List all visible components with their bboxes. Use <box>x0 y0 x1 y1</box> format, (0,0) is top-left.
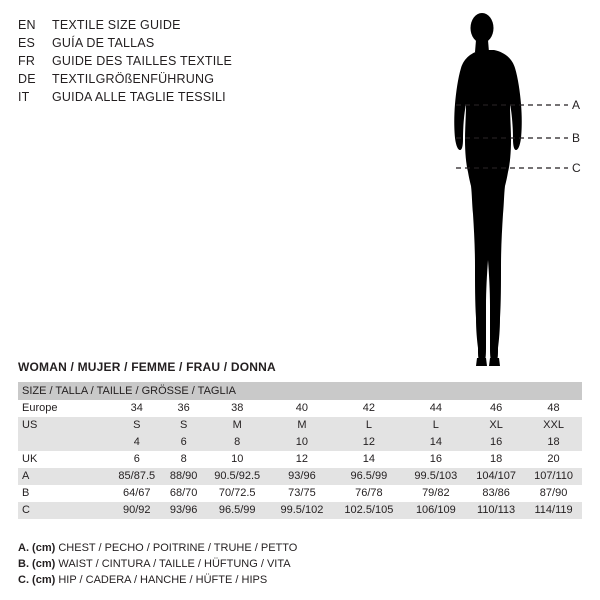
cell: 96.5/99 <box>333 468 404 485</box>
row-label: C <box>18 502 110 519</box>
cell: 14 <box>405 434 468 451</box>
table-row <box>18 417 582 434</box>
cell: 8 <box>204 434 271 451</box>
cell: 90/92 <box>110 502 164 519</box>
cell: 106/109 <box>405 502 468 519</box>
legend-key: B. (cm) <box>18 558 56 570</box>
cell: L <box>405 417 468 434</box>
cell: L <box>333 417 404 434</box>
row-label <box>18 434 110 451</box>
language-text: GUIDA ALLE TAGLIE TESSILI <box>52 90 226 104</box>
cell: 99.5/102 <box>271 502 334 519</box>
legend-text: CHEST / PECHO / POITRINE / TRUHE / PETTO <box>58 542 298 554</box>
language-row <box>18 70 348 88</box>
table-row <box>18 485 582 502</box>
language-row <box>18 88 348 106</box>
guide-label-c: C <box>572 161 581 175</box>
cell: 10 <box>204 451 271 468</box>
cell: 70/72.5 <box>204 485 271 502</box>
cell: 8 <box>164 451 204 468</box>
cell: 16 <box>405 451 468 468</box>
legend-text: HIP / CADERA / HANCHE / HÜFTE / HIPS <box>58 574 268 586</box>
cell: 18 <box>467 451 525 468</box>
cell: 12 <box>271 451 334 468</box>
guide-label-a: A <box>572 98 581 112</box>
language-code: ES <box>18 36 36 50</box>
cell: 87/90 <box>525 485 582 502</box>
cell: 16 <box>467 434 525 451</box>
cell: 10 <box>271 434 334 451</box>
section-title: WOMAN / MUJER / FEMME / FRAU / DONNA <box>18 360 276 374</box>
cell: XL <box>467 417 525 434</box>
language-text: GUIDE DES TAILLES TEXTILE <box>52 54 233 68</box>
cell: 68/70 <box>164 485 204 502</box>
language-text: TEXTILE SIZE GUIDE <box>52 18 181 32</box>
legend-text: WAIST / CINTURA / TAILLE / HÜFTUNG / VITA <box>58 558 291 570</box>
table-header-label: SIZE / TALLA / TAILLE / GRÖSSE / TAGLIA <box>18 382 582 400</box>
language-code: DE <box>18 72 36 86</box>
language-code: IT <box>18 90 30 104</box>
cell: 6 <box>164 434 204 451</box>
cell: 96.5/99 <box>204 502 271 519</box>
cell: 44 <box>405 400 468 417</box>
table-row <box>18 451 582 468</box>
cell: 48 <box>525 400 582 417</box>
cell: 85/87.5 <box>110 468 164 485</box>
legend-row <box>18 572 582 588</box>
legend-key: C. (cm) <box>18 574 56 586</box>
cell: 114/119 <box>525 502 582 519</box>
row-label: Europe <box>18 400 110 417</box>
language-list <box>18 16 348 106</box>
cell: 99.5/103 <box>405 468 468 485</box>
legend-row <box>18 556 582 572</box>
size-table <box>18 382 582 519</box>
legend-key: A. (cm) <box>18 542 56 554</box>
measurement-legend <box>18 540 582 588</box>
cell: 46 <box>467 400 525 417</box>
cell: 14 <box>333 451 404 468</box>
cell: 36 <box>164 400 204 417</box>
cell: 102.5/105 <box>333 502 404 519</box>
cell: 64/67 <box>110 485 164 502</box>
cell: 34 <box>110 400 164 417</box>
cell: 110/113 <box>467 502 525 519</box>
row-label: B <box>18 485 110 502</box>
cell: 6 <box>110 451 164 468</box>
table-row <box>18 400 582 417</box>
table-row <box>18 502 582 519</box>
guide-label-b: B <box>572 131 581 145</box>
cell: 18 <box>525 434 582 451</box>
table-row <box>18 468 582 485</box>
cell: 104/107 <box>467 468 525 485</box>
cell: M <box>204 417 271 434</box>
language-code: EN <box>18 18 36 32</box>
cell: 38 <box>204 400 271 417</box>
size-table-wrapper <box>18 382 582 519</box>
female-silhouette-figure <box>420 8 590 376</box>
language-row <box>18 16 348 34</box>
language-row <box>18 34 348 52</box>
legend-row <box>18 540 582 556</box>
cell: 90.5/92.5 <box>204 468 271 485</box>
row-label: UK <box>18 451 110 468</box>
cell: XXL <box>525 417 582 434</box>
row-label: A <box>18 468 110 485</box>
cell: 83/86 <box>467 485 525 502</box>
language-text: TEXTILGRÖßENFÜHRUNG <box>52 72 215 86</box>
cell: 93/96 <box>164 502 204 519</box>
language-text: GUÍA DE TALLAS <box>52 36 155 50</box>
cell: 76/78 <box>333 485 404 502</box>
cell: 12 <box>333 434 404 451</box>
cell: 79/82 <box>405 485 468 502</box>
cell: 93/96 <box>271 468 334 485</box>
table-row <box>18 434 582 451</box>
table-header-row <box>18 382 582 400</box>
cell: S <box>164 417 204 434</box>
cell: 40 <box>271 400 334 417</box>
cell: 42 <box>333 400 404 417</box>
language-row <box>18 52 348 70</box>
language-code: FR <box>18 54 36 68</box>
cell: 73/75 <box>271 485 334 502</box>
row-label: US <box>18 417 110 434</box>
cell: M <box>271 417 334 434</box>
cell: 107/110 <box>525 468 582 485</box>
cell: 88/90 <box>164 468 204 485</box>
cell: S <box>110 417 164 434</box>
cell: 4 <box>110 434 164 451</box>
female-body-silhouette <box>454 13 522 366</box>
cell: 20 <box>525 451 582 468</box>
